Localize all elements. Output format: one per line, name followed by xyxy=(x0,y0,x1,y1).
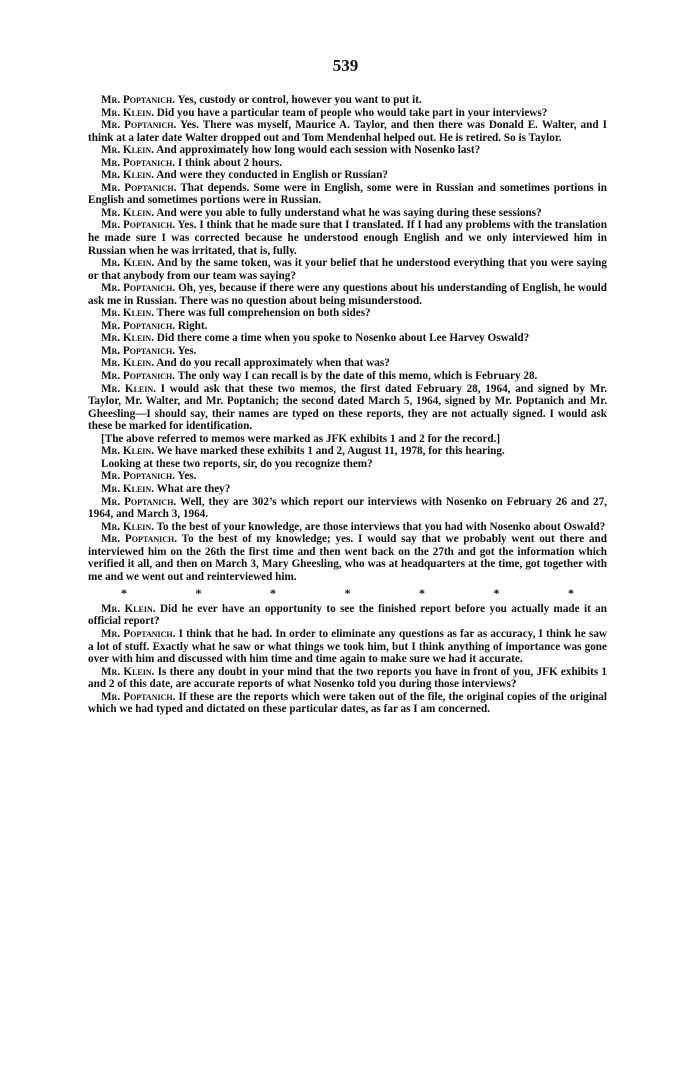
transcript-paragraph xyxy=(88,357,607,370)
speaker-name: Mr. Klein. xyxy=(101,106,154,119)
speech-text: Looking at these two reports, sir, do you recognize them? xyxy=(101,457,373,470)
speech-text: I think about 2 hours. xyxy=(177,156,283,169)
transcript-paragraph xyxy=(88,307,607,320)
speech-text: Well, they are 302’s which report our interviews with Nosenko on February 26 and 27, 1964, and March 3, 1964. xyxy=(88,495,607,521)
transcript-paragraph xyxy=(88,533,607,583)
transcript-paragraph xyxy=(88,144,607,157)
separator-asterisk: * xyxy=(568,586,574,601)
speaker-name: Mr. Klein. xyxy=(101,520,154,533)
speaker-name: Mr. Poptanich. xyxy=(101,495,177,508)
transcript-body xyxy=(88,94,607,716)
transcript-paragraph xyxy=(88,470,607,483)
transcript-paragraph xyxy=(88,445,607,458)
speaker-name: Mr. Poptanich. xyxy=(101,533,178,546)
speaker-name: Mr. Klein. xyxy=(101,357,154,370)
transcript-paragraph xyxy=(88,107,607,120)
transcript-paragraph xyxy=(88,521,607,534)
speech-text: Yes. There was myself, Maurice A. Taylor, and then there was Donald E. Walter, and I think at a later date Walter dropped out and Tom Mendenhal helped out. He is retired. So is Taylor. xyxy=(88,119,607,144)
transcript-paragraph xyxy=(88,483,607,496)
speaker-name: Mr. Poptanich. xyxy=(101,282,176,295)
separator-asterisk: * xyxy=(121,586,127,601)
transcript-paragraph xyxy=(88,458,607,471)
speech-text: Yes. I think that he made sure that I translated. If I had any problems with the translation he made sure I was corrected because he understood enough English and we only interviewed him in Russian when he was irritated, that is, fully. xyxy=(88,219,607,257)
transcript-paragraph xyxy=(88,282,607,307)
speech-text: Is there any doubt in your mind that the two reports you have in front of you, JFK exhibits 1 and 2 of this date, are accurate reports of what Nosenko told you during those interviews? xyxy=(88,665,608,691)
speech-text: And by the same token, was it your belief that he understood everything that you were saying or that anybody from our team was saying? xyxy=(88,257,607,282)
speaker-name: Mr. Poptanich. xyxy=(101,344,176,357)
speaker-name: Mr. Poptanich. xyxy=(101,627,176,640)
transcript-paragraph xyxy=(88,433,607,446)
transcript-paragraph xyxy=(88,320,607,333)
speech-text: Yes, custody or control, however you want to put it. xyxy=(177,94,422,106)
speaker-name: Mr. Klein. xyxy=(101,482,154,495)
transcript-paragraph xyxy=(88,603,607,628)
transcript-paragraph xyxy=(88,332,607,345)
speaker-name: Mr. Klein. xyxy=(101,206,154,219)
speech-text: That depends. Some were in English, some were in Russian and sometimes portions in English and sometimes portions were in Russian. xyxy=(88,181,607,207)
speaker-name: Mr. Klein. xyxy=(101,307,154,320)
speech-text: And were you able to fully understand what he was saying during these sessions? xyxy=(156,206,542,219)
speech-text: Did you have a particular team of people who would take part in your interviews? xyxy=(156,106,548,119)
speech-text: The only way I can recall is by the date of this memo, which is February 28. xyxy=(177,370,538,383)
speaker-name: Mr. Klein. xyxy=(101,602,156,615)
speaker-name: Mr. Poptanich. xyxy=(101,470,176,483)
separator-asterisk: * xyxy=(344,586,351,601)
speech-text: To the best of my knowledge; yes. I would say that we probably went out there and interviewed him on the 26th the first time and then went back on the 27th and got the information which verified it all, and then on March 3, Mary Gheesling, who was at headquarters at the time, got together with me and we went out and reinterviewed him. xyxy=(88,533,607,583)
transcript-paragraph xyxy=(88,666,607,691)
transcript-paragraph xyxy=(88,119,607,144)
speech-text: Yes. xyxy=(177,344,197,357)
speech-text: Yes. xyxy=(177,470,197,483)
transcript-paragraph xyxy=(88,496,607,521)
speaker-name: Mr. Klein. xyxy=(101,332,154,345)
speech-text: And do you recall approximately when that was? xyxy=(156,357,390,370)
speaker-name: Mr. Klein. xyxy=(101,144,154,157)
transcript-paragraph xyxy=(88,628,607,666)
speech-text: What are they? xyxy=(156,482,231,495)
speech-text: I would ask that these two memos, the first dated February 28, 1964, and signed by Mr. Taylor, Mr. Walter, and Mr. Poptanich; the second dated March 5, 1964, signed by Mr. Poptanich and Mr. Gheesling—I should say, their names are typed on these reports, they are not actually signed. I would ask these be marked for identification. xyxy=(88,382,607,433)
transcript-paragraph xyxy=(88,94,607,107)
speaker-name: Mr. Poptanich. xyxy=(101,370,176,383)
speaker-name: Mr. Poptanich. xyxy=(101,181,177,194)
speaker-name: Mr. Poptanich. xyxy=(101,119,177,132)
speech-text: To the best of your knowledge, are those interviews that you had with Nosenko about Oswald? xyxy=(156,520,606,533)
page-number: 539 xyxy=(332,56,359,75)
speaker-name: Mr. Poptanich. xyxy=(101,690,176,703)
transcript-section-2 xyxy=(88,603,607,716)
speech-text: Did there come a time when you spoke to Nosenko about Lee Harvey Oswald? xyxy=(156,332,530,345)
separator-asterisk: * xyxy=(493,586,500,601)
speech-text: And were they conducted in English or Russian? xyxy=(156,169,388,182)
separator-asterisk: * xyxy=(195,586,202,601)
transcript-paragraph xyxy=(88,257,607,282)
speaker-name: Mr. Poptanich. xyxy=(101,156,176,169)
speech-text: Did he ever have an opportunity to see the finished report before you actually made it an official report? xyxy=(88,602,607,628)
section-separator xyxy=(88,583,607,600)
speech-text: If these are the reports which were taken out of the file, the original copies of the original which we had typed and dictated on these particular dates, as far as I am concerned. xyxy=(88,690,608,716)
transcript-paragraph xyxy=(88,370,607,383)
transcript-paragraph xyxy=(88,182,607,207)
speaker-name: Mr. Klein. xyxy=(101,257,155,270)
speech-text: I think that he had. In order to eliminate any questions as far as accuracy, I think he saw a lot of stuff. Exactly what he saw or what things we took him, but I think anything of importance was gone over with him and discussed with him time and time again to make sure we had it accurate. xyxy=(88,627,607,666)
transcript-section-1 xyxy=(88,94,607,583)
speech-text: And approximately how long would each session with Nosenko last? xyxy=(156,144,481,157)
speaker-name: Mr. Klein. xyxy=(101,382,156,395)
speaker-name: Mr. Klein. xyxy=(101,665,155,678)
transcript-paragraph xyxy=(88,383,607,433)
speaker-name: Mr. Poptanich. xyxy=(101,319,176,332)
transcript-paragraph xyxy=(88,345,607,358)
speech-text: Oh, yes, because if there were any questions about his understanding of English, he would ask me in Russian. There was no question about being misunderstood. xyxy=(88,282,608,307)
speaker-name: Mr. Klein. xyxy=(101,445,154,458)
separator-asterisk: * xyxy=(419,586,425,601)
speaker-name: Mr. Poptanich. xyxy=(101,219,176,232)
speaker-name: Mr. Klein. xyxy=(101,169,154,182)
speech-text: There was full comprehension on both sides? xyxy=(156,307,371,320)
transcript-paragraph xyxy=(88,691,607,716)
speech-text: Right. xyxy=(177,319,208,332)
speech-text: [The above referred to memos were marked as JFK exhibits 1 and 2 for the record.] xyxy=(101,432,501,445)
transcript-paragraph xyxy=(88,207,607,220)
speaker-name: Mr. Poptanich. xyxy=(101,94,176,106)
transcript-paragraph xyxy=(88,157,607,170)
transcript-paragraph xyxy=(88,219,607,257)
speech-text: We have marked these exhibits 1 and 2, August 11, 1978, for this hearing. xyxy=(156,445,505,458)
transcript-paragraph xyxy=(88,169,607,182)
separator-asterisk: * xyxy=(270,586,276,601)
